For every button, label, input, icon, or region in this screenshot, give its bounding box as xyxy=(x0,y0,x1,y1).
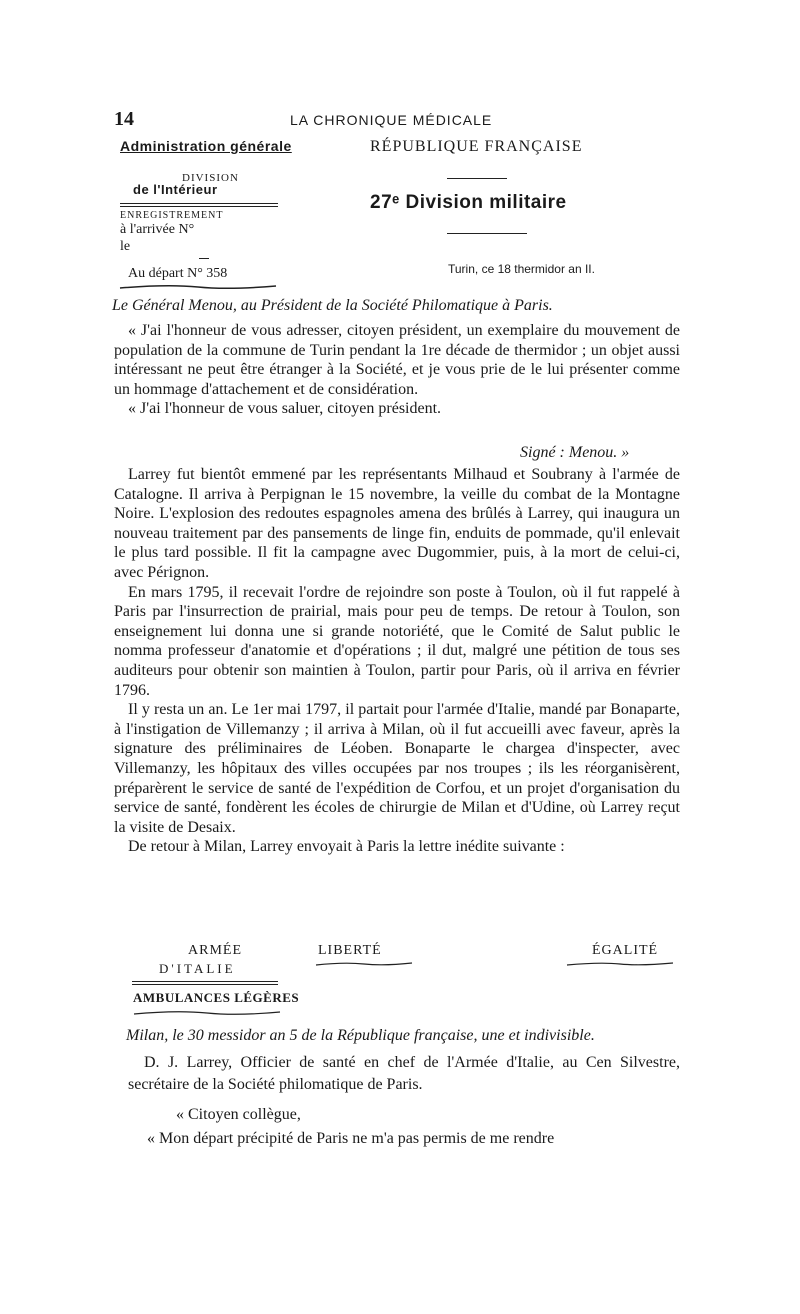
letterhead-arrivee: à l'arrivée N° xyxy=(120,222,195,237)
letter2-sender: D. J. Larrey, Officier de santé en chef de l'Armée d'Italie, au Cen Silvestre, secrétaire de la Société philomatique de Paris. xyxy=(128,1054,680,1093)
body-paragraph: En mars 1795, il recevait l'ordre de rejoindre son poste à Toulon, où il fut rappelé à Paris par l'insurrection de prairial, mais pour peu de temps. De retour à Toulon, son enseignement lui donna une si grande notoriété, que le Comité de Salut public le nomma professeur d'anatomie et d'opérations ; il dut, malgré une pétition de tous ses auditeurs pour obtenir son maintien à Toulon, partir pour Paris, où il arriva en février 1796. xyxy=(114,583,680,699)
letter2-dateline: Milan, le 30 messidor an 5 de la République française, une et indivisible. xyxy=(126,1027,595,1044)
letterhead-republique: RÉPUBLIQUE FRANÇAISE xyxy=(370,138,583,155)
letterhead-depart: Au départ N° 358 xyxy=(128,266,228,281)
letterhead-division-label: DIVISION xyxy=(182,172,239,184)
letterhead2-egalite: ÉGALITÉ xyxy=(592,943,659,958)
ambulances-swash-ornament xyxy=(132,1009,282,1017)
liberte-swash-ornament xyxy=(314,960,414,968)
letterhead2-liberte: LIBERTÉ xyxy=(318,943,382,958)
depart-swash-ornament xyxy=(118,282,278,292)
letterhead-admin: Administration générale xyxy=(120,138,292,154)
letterhead2-armee-rule-1 xyxy=(132,981,278,982)
letter1-signature: Signé : Menou. » xyxy=(520,444,630,461)
body-text xyxy=(114,465,680,857)
letterhead-enregistrement: ENREGISTREMENT xyxy=(120,210,224,221)
egalite-swash-ornament xyxy=(565,960,675,968)
body-paragraph: Il y resta un an. Le 1er mai 1797, il partait pour l'armée d'Italie, mandé par Bonaparte, à l'instigation de Villemanzy ; il arriva à Milan, où il fut accueilli avec faveur, après la signature des préliminaires de Léoben. Bonaparte le chargea d'inspecter, avec Villemanzy, les hôpitaux des villes occupées par nos troupes ; ils les réorganisèrent, préparèrent le service de santé de l'expédition de Corfou, et un projet d'organisation du service de santé, fondèrent les écoles de chirurgie de Milan et d'Udine, où Larrey reçut la visite de Desaix. xyxy=(114,701,680,836)
letter1-closing: « J'ai l'honneur de vous saluer, citoyen président. xyxy=(128,400,442,418)
letter-heading: Le Général Menou, au Président de la Société Philomatique à Paris. xyxy=(112,297,553,314)
letterhead-interieur: de l'Intérieur xyxy=(133,182,218,197)
small-dash xyxy=(199,258,209,259)
rule-under-republique xyxy=(447,178,507,179)
body-paragraph: De retour à Milan, Larrey envoyait à Paris la lettre inédite suivante : xyxy=(128,838,565,856)
running-title: LA CHRONIQUE MÉDICALE xyxy=(290,112,493,128)
letter1-paragraph: « J'ai l'honneur de vous adresser, citoyen président, un exemplaire du mouvement de population de la commune de Turin pendant la 1re décade de thermidor ; un objet aussi intéressant ne peut être étranger à la Société, et je vous prie de le lui présenter comme un hommage d'attachement et de considération. xyxy=(114,322,680,398)
letter1-body xyxy=(114,321,680,419)
body-paragraph: Larrey fut bientôt emmené par les représentants Milhaud et Soubrany à l'armée de Catalogne. Il arriva à Perpignan le 15 novembre, la veille du combat de la Montagne Noire. L'explosion des redoutes espagnoles amena des brûlés à Larrey, qui inaugura un nouveau traitement par des pansements de linge fin, enduits de pommade, qu'il enlevait le plus tard possible. Il fit la campagne avec Dugommier, puis, à la mort de celui-ci, avec Pérignon. xyxy=(114,466,680,581)
letterhead2-ambulances: AMBULANCES LÉGÈRES xyxy=(133,990,300,1005)
page-number: 14 xyxy=(114,108,134,130)
letterhead2-armee-rule-2 xyxy=(132,984,278,985)
letterhead2-ditalie: D'ITALIE xyxy=(159,961,236,976)
letterhead2-armee: ARMÉE xyxy=(188,943,242,958)
letterhead-date: Turin, ce 18 thermidor an II. xyxy=(448,262,595,276)
divider-double-top xyxy=(120,203,278,204)
letterhead-le: le xyxy=(120,239,131,254)
rule-under-division xyxy=(447,233,527,234)
letter2-opening: « Mon départ précipité de Paris ne m'a pas permis de me rendre xyxy=(147,1130,555,1147)
divider-double-bottom xyxy=(120,206,278,207)
letter2-salutation: « Citoyen collègue, xyxy=(176,1106,301,1123)
letterhead-division-militaire: 27ᵉ Division militaire xyxy=(370,192,567,213)
